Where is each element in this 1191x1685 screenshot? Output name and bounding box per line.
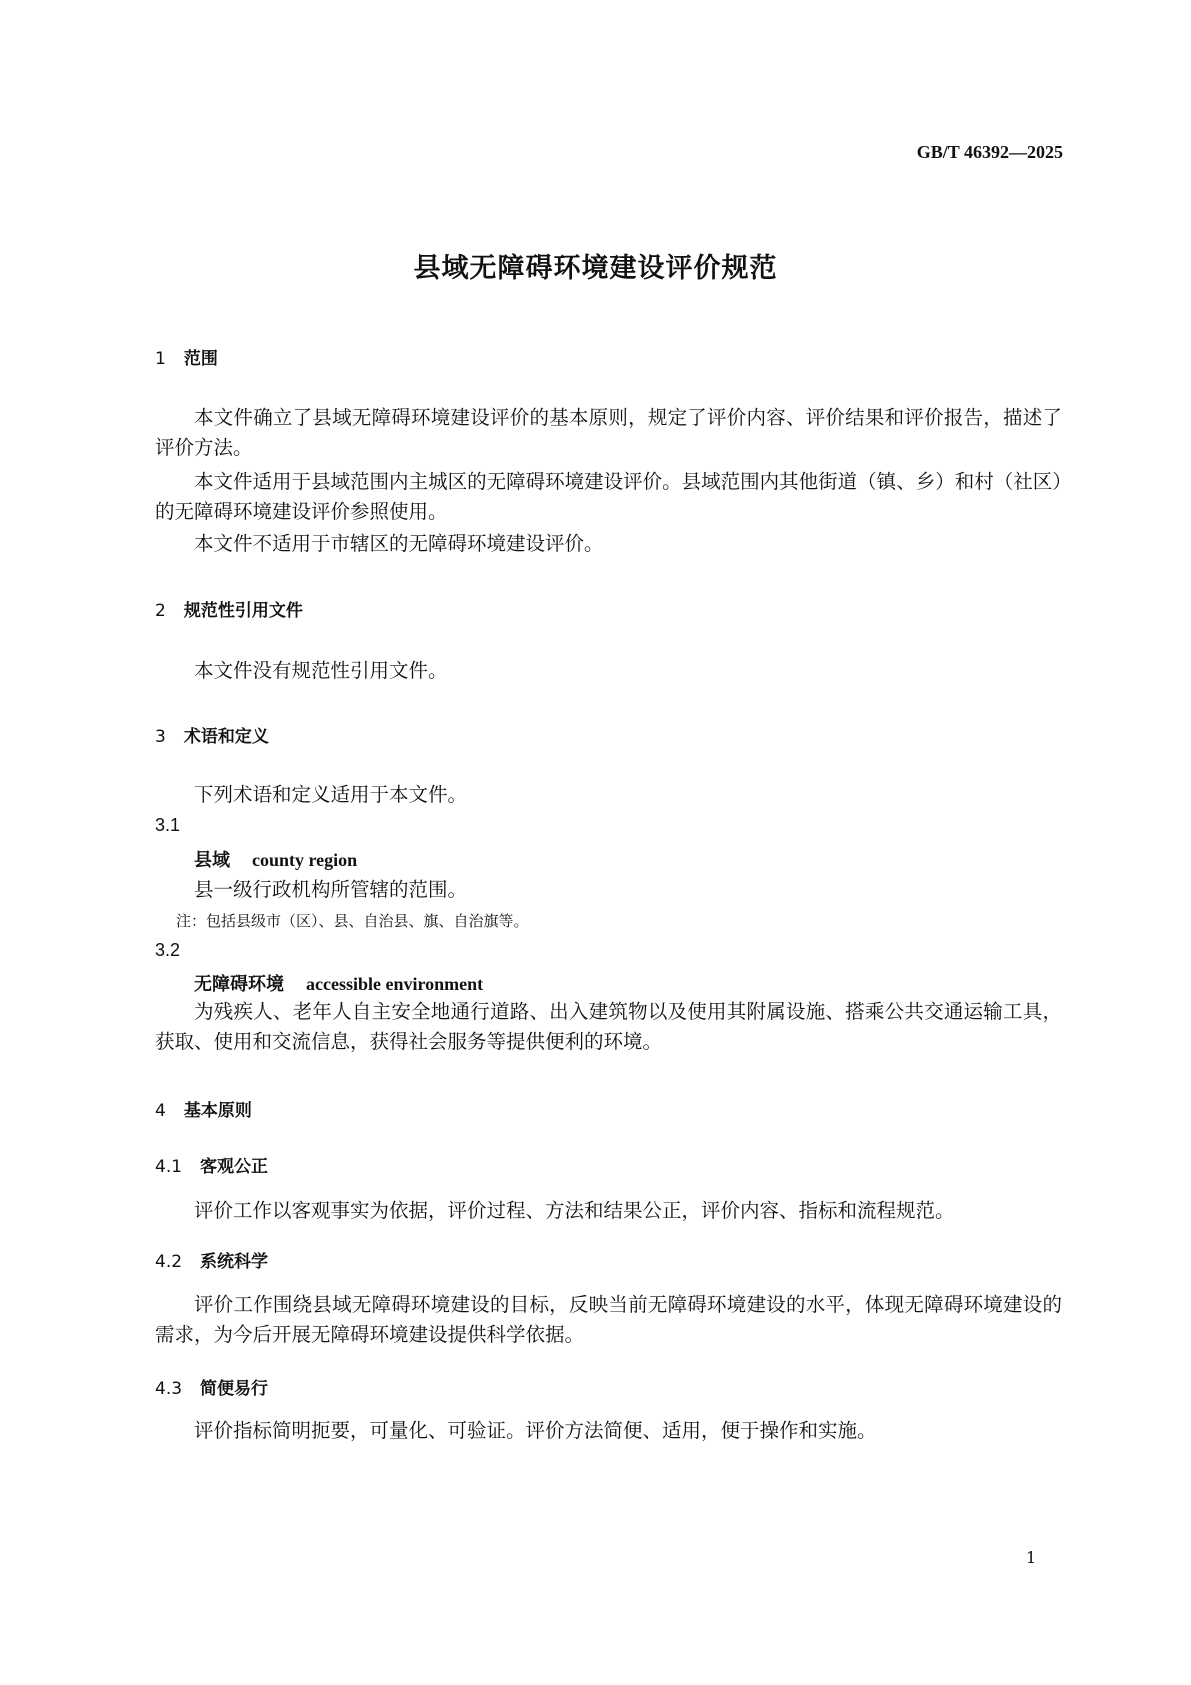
section-title: 基本原则 [183,1101,252,1121]
term-zh: 县域 [194,850,230,871]
paragraph: 下列术语和定义适用于本文件。 [194,783,468,806]
section-title: 简便易行 [200,1379,269,1399]
paragraph: 评价工作以客观事实为依据，评价过程、方法和结果公正，评价内容、指标和流程规范。 [194,1199,955,1222]
section-number: 4.3 [155,1379,183,1399]
section-number: 4.1 [155,1157,183,1177]
section-title: 术语和定义 [183,727,269,747]
document-title: 县域无障碍环境建设评价规范 [413,253,778,284]
paragraph: 本文件确立了县域无障碍环境建设评价的基本原则，规定了评价内容、评价结果和评价报告，描述了评价方法。 [155,406,1062,459]
subsection-heading [155,1374,268,1399]
section-title: 客观公正 [200,1157,269,1177]
paragraph: 本文件没有规范性引用文件。 [194,659,448,682]
section-number: 1 [155,349,166,369]
subsection-heading [155,1152,268,1177]
section-number: 3 [155,727,166,747]
section-title: 范围 [183,349,218,369]
section-2-heading [155,596,303,621]
term-en: county region [252,850,358,870]
term-number: 3.1 [155,815,181,835]
section-number: 4.2 [155,1252,183,1272]
section-4-heading [155,1096,252,1121]
term-heading [194,846,357,872]
section-1-heading [155,344,218,369]
section-number: 4 [155,1101,166,1121]
term-zh: 无障碍环境 [194,974,284,995]
term-en: accessible environment [306,974,484,994]
paragraph: 本文件不适用于市辖区的无障碍环境建设评价。 [194,532,604,555]
term-definition: 县一级行政机构所管辖的范围。 [194,878,468,901]
term-heading [194,970,483,996]
subsection-heading [155,1247,268,1272]
paragraph: 评价工作围绕县域无障碍环境建设的目标，反映当前无障碍环境建设的水平，体现无障碍环境建设的需求，为今后开展无障碍环境建设提供科学依据。 [155,1293,1062,1346]
term-note: 注：包括县级市（区）、县、自治县、旗、自治旗等。 [176,912,529,930]
section-title: 系统科学 [200,1252,269,1272]
term-definition: 为残疾人、老年人自主安全地通行道路、出入建筑物以及使用其附属设施、搭乘公共交通运输工具，获取、使用和交流信息，获得社会服务等提供便利的环境。 [155,1000,1062,1053]
term-number: 3.2 [155,940,181,960]
section-number: 2 [155,601,166,621]
paragraph: 评价指标简明扼要，可量化、可验证。评价方法简便、适用，便于操作和实施。 [194,1419,877,1442]
section-3-heading [155,722,269,747]
page-number: 1 [1026,1548,1037,1567]
paragraph: 本文件适用于县域范围内主城区的无障碍环境建设评价。县域范围内其他街道（镇、乡）和村（社区）的无障碍环境建设评价参照使用。 [155,470,1062,523]
standard-number: GB/T 46392—2025 [916,142,1063,162]
section-title: 规范性引用文件 [183,601,303,621]
